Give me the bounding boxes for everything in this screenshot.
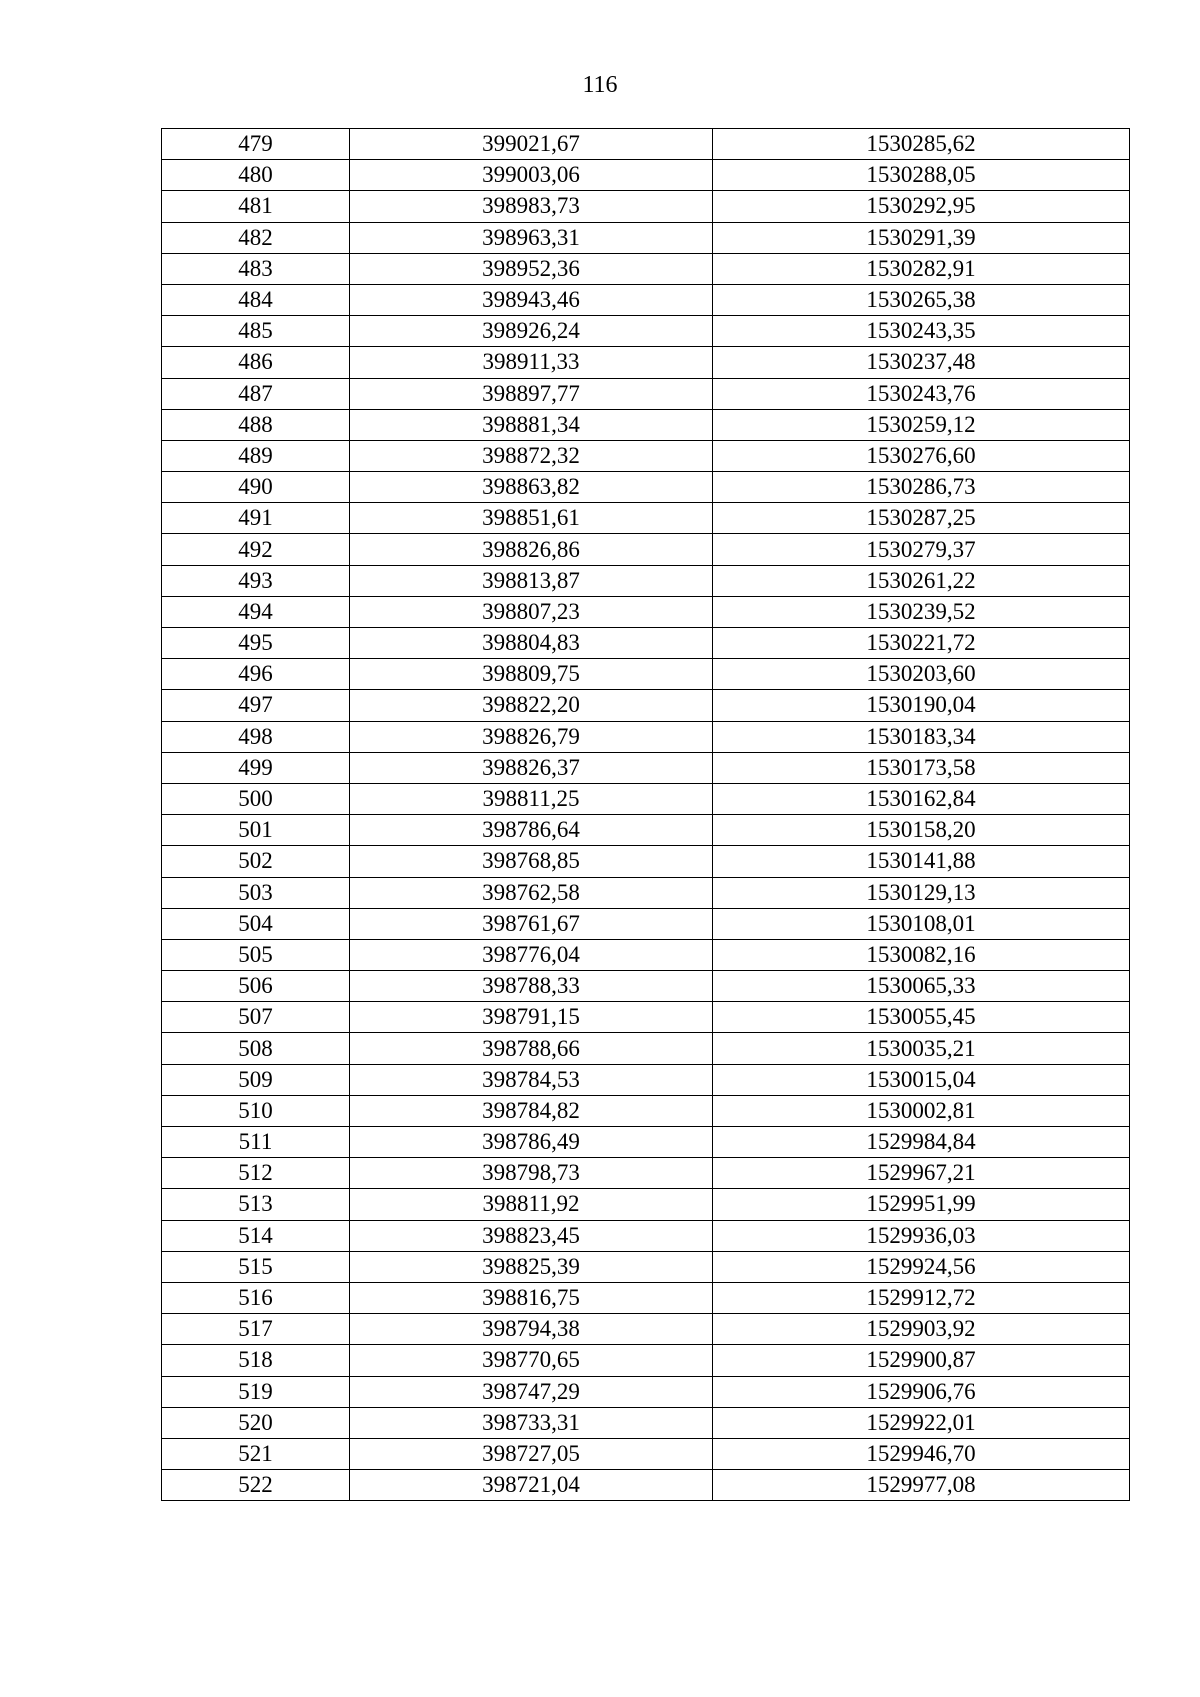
x-coordinate-cell: 398813,87 [350, 565, 713, 596]
point-number-cell: 514 [162, 1220, 350, 1251]
y-coordinate-cell: 1530002,81 [713, 1095, 1130, 1126]
table-row [162, 1095, 1130, 1126]
x-coordinate-cell: 398872,32 [350, 440, 713, 471]
point-number-cell: 495 [162, 628, 350, 659]
point-number-cell: 502 [162, 846, 350, 877]
point-number-cell: 500 [162, 783, 350, 814]
point-number-cell: 491 [162, 503, 350, 534]
table-row [162, 565, 1130, 596]
x-coordinate-cell: 398794,38 [350, 1314, 713, 1345]
table-row [162, 1314, 1130, 1345]
x-coordinate-cell: 398788,33 [350, 971, 713, 1002]
table-row [162, 1064, 1130, 1095]
table-row [162, 1438, 1130, 1469]
y-coordinate-cell: 1530055,45 [713, 1002, 1130, 1033]
x-coordinate-cell: 398788,66 [350, 1033, 713, 1064]
y-coordinate-cell: 1529922,01 [713, 1407, 1130, 1438]
table-row [162, 628, 1130, 659]
table-row [162, 534, 1130, 565]
coordinates-table [161, 128, 1130, 1501]
y-coordinate-cell: 1530158,20 [713, 815, 1130, 846]
x-coordinate-cell: 398770,65 [350, 1345, 713, 1376]
y-coordinate-cell: 1530173,58 [713, 752, 1130, 783]
point-number-cell: 487 [162, 378, 350, 409]
point-number-cell: 488 [162, 409, 350, 440]
table-row [162, 1220, 1130, 1251]
point-number-cell: 505 [162, 939, 350, 970]
x-coordinate-cell: 398963,31 [350, 222, 713, 253]
table-row [162, 284, 1130, 315]
x-coordinate-cell: 398786,49 [350, 1127, 713, 1158]
y-coordinate-cell: 1529977,08 [713, 1470, 1130, 1501]
y-coordinate-cell: 1530282,91 [713, 253, 1130, 284]
table-row [162, 721, 1130, 752]
y-coordinate-cell: 1530261,22 [713, 565, 1130, 596]
x-coordinate-cell: 398826,37 [350, 752, 713, 783]
y-coordinate-cell: 1529906,76 [713, 1376, 1130, 1407]
table-row [162, 1033, 1130, 1064]
x-coordinate-cell: 398807,23 [350, 596, 713, 627]
point-number-cell: 519 [162, 1376, 350, 1407]
y-coordinate-cell: 1529946,70 [713, 1438, 1130, 1469]
x-coordinate-cell: 398804,83 [350, 628, 713, 659]
table-row [162, 783, 1130, 814]
point-number-cell: 512 [162, 1158, 350, 1189]
x-coordinate-cell: 398943,46 [350, 284, 713, 315]
x-coordinate-cell: 398952,36 [350, 253, 713, 284]
point-number-cell: 515 [162, 1251, 350, 1282]
table-row [162, 908, 1130, 939]
x-coordinate-cell: 398816,75 [350, 1282, 713, 1313]
x-coordinate-cell: 398762,58 [350, 877, 713, 908]
y-coordinate-cell: 1530129,13 [713, 877, 1130, 908]
table-row [162, 1251, 1130, 1282]
y-coordinate-cell: 1530286,73 [713, 472, 1130, 503]
y-coordinate-cell: 1530221,72 [713, 628, 1130, 659]
table-row [162, 409, 1130, 440]
x-coordinate-cell: 398761,67 [350, 908, 713, 939]
y-coordinate-cell: 1529984,84 [713, 1127, 1130, 1158]
coordinates-table-body [162, 129, 1130, 1501]
table-row [162, 971, 1130, 1002]
point-number-cell: 483 [162, 253, 350, 284]
table-row [162, 1407, 1130, 1438]
table-row [162, 129, 1130, 160]
point-number-cell: 510 [162, 1095, 350, 1126]
x-coordinate-cell: 399003,06 [350, 160, 713, 191]
table-row [162, 596, 1130, 627]
point-number-cell: 481 [162, 191, 350, 222]
y-coordinate-cell: 1530279,37 [713, 534, 1130, 565]
y-coordinate-cell: 1530082,16 [713, 939, 1130, 970]
y-coordinate-cell: 1529924,56 [713, 1251, 1130, 1282]
table-row [162, 316, 1130, 347]
x-coordinate-cell: 398784,53 [350, 1064, 713, 1095]
table-row [162, 690, 1130, 721]
point-number-cell: 504 [162, 908, 350, 939]
point-number-cell: 498 [162, 721, 350, 752]
table-row [162, 1345, 1130, 1376]
y-coordinate-cell: 1530243,76 [713, 378, 1130, 409]
y-coordinate-cell: 1530285,62 [713, 129, 1130, 160]
y-coordinate-cell: 1530276,60 [713, 440, 1130, 471]
point-number-cell: 506 [162, 971, 350, 1002]
table-row [162, 1127, 1130, 1158]
page-number: 116 [582, 72, 618, 98]
point-number-cell: 509 [162, 1064, 350, 1095]
x-coordinate-cell: 398983,73 [350, 191, 713, 222]
x-coordinate-cell: 398897,77 [350, 378, 713, 409]
x-coordinate-cell: 398733,31 [350, 1407, 713, 1438]
point-number-cell: 507 [162, 1002, 350, 1033]
x-coordinate-cell: 398776,04 [350, 939, 713, 970]
x-coordinate-cell: 398851,61 [350, 503, 713, 534]
point-number-cell: 501 [162, 815, 350, 846]
x-coordinate-cell: 398822,20 [350, 690, 713, 721]
point-number-cell: 522 [162, 1470, 350, 1501]
table-row [162, 752, 1130, 783]
y-coordinate-cell: 1530239,52 [713, 596, 1130, 627]
y-coordinate-cell: 1530203,60 [713, 659, 1130, 690]
point-number-cell: 486 [162, 347, 350, 378]
y-coordinate-cell: 1530183,34 [713, 721, 1130, 752]
point-number-cell: 479 [162, 129, 350, 160]
x-coordinate-cell: 399021,67 [350, 129, 713, 160]
y-coordinate-cell: 1530108,01 [713, 908, 1130, 939]
y-coordinate-cell: 1529936,03 [713, 1220, 1130, 1251]
point-number-cell: 511 [162, 1127, 350, 1158]
table-row [162, 1376, 1130, 1407]
point-number-cell: 492 [162, 534, 350, 565]
table-row [162, 222, 1130, 253]
x-coordinate-cell: 398863,82 [350, 472, 713, 503]
y-coordinate-cell: 1530287,25 [713, 503, 1130, 534]
point-number-cell: 503 [162, 877, 350, 908]
x-coordinate-cell: 398881,34 [350, 409, 713, 440]
point-number-cell: 496 [162, 659, 350, 690]
x-coordinate-cell: 398791,15 [350, 1002, 713, 1033]
table-row [162, 659, 1130, 690]
x-coordinate-cell: 398721,04 [350, 1470, 713, 1501]
x-coordinate-cell: 398786,64 [350, 815, 713, 846]
point-number-cell: 497 [162, 690, 350, 721]
table-row [162, 472, 1130, 503]
y-coordinate-cell: 1530141,88 [713, 846, 1130, 877]
table-row [162, 160, 1130, 191]
x-coordinate-cell: 398826,79 [350, 721, 713, 752]
y-coordinate-cell: 1530243,35 [713, 316, 1130, 347]
table-row [162, 503, 1130, 534]
table-row [162, 347, 1130, 378]
x-coordinate-cell: 398926,24 [350, 316, 713, 347]
point-number-cell: 508 [162, 1033, 350, 1064]
table-row [162, 877, 1130, 908]
y-coordinate-cell: 1530015,04 [713, 1064, 1130, 1095]
point-number-cell: 516 [162, 1282, 350, 1313]
y-coordinate-cell: 1530190,04 [713, 690, 1130, 721]
y-coordinate-cell: 1530162,84 [713, 783, 1130, 814]
x-coordinate-cell: 398768,85 [350, 846, 713, 877]
point-number-cell: 520 [162, 1407, 350, 1438]
table-row [162, 440, 1130, 471]
x-coordinate-cell: 398826,86 [350, 534, 713, 565]
point-number-cell: 521 [162, 1438, 350, 1469]
x-coordinate-cell: 398811,25 [350, 783, 713, 814]
point-number-cell: 482 [162, 222, 350, 253]
y-coordinate-cell: 1529951,99 [713, 1189, 1130, 1220]
x-coordinate-cell: 398911,33 [350, 347, 713, 378]
x-coordinate-cell: 398727,05 [350, 1438, 713, 1469]
point-number-cell: 499 [162, 752, 350, 783]
table-row [162, 815, 1130, 846]
y-coordinate-cell: 1529903,92 [713, 1314, 1130, 1345]
point-number-cell: 513 [162, 1189, 350, 1220]
y-coordinate-cell: 1530292,95 [713, 191, 1130, 222]
y-coordinate-cell: 1530288,05 [713, 160, 1130, 191]
point-number-cell: 484 [162, 284, 350, 315]
point-number-cell: 490 [162, 472, 350, 503]
x-coordinate-cell: 398811,92 [350, 1189, 713, 1220]
y-coordinate-cell: 1530035,21 [713, 1033, 1130, 1064]
y-coordinate-cell: 1530065,33 [713, 971, 1130, 1002]
point-number-cell: 485 [162, 316, 350, 347]
table-row [162, 1002, 1130, 1033]
point-number-cell: 480 [162, 160, 350, 191]
point-number-cell: 494 [162, 596, 350, 627]
y-coordinate-cell: 1530259,12 [713, 409, 1130, 440]
x-coordinate-cell: 398823,45 [350, 1220, 713, 1251]
y-coordinate-cell: 1529900,87 [713, 1345, 1130, 1376]
table-row [162, 1282, 1130, 1313]
table-row [162, 1189, 1130, 1220]
y-coordinate-cell: 1529967,21 [713, 1158, 1130, 1189]
table-row [162, 1158, 1130, 1189]
table-row [162, 378, 1130, 409]
x-coordinate-cell: 398825,39 [350, 1251, 713, 1282]
y-coordinate-cell: 1530237,48 [713, 347, 1130, 378]
x-coordinate-cell: 398784,82 [350, 1095, 713, 1126]
table-row [162, 1470, 1130, 1501]
table-row [162, 253, 1130, 284]
point-number-cell: 517 [162, 1314, 350, 1345]
point-number-cell: 518 [162, 1345, 350, 1376]
y-coordinate-cell: 1529912,72 [713, 1282, 1130, 1313]
x-coordinate-cell: 398798,73 [350, 1158, 713, 1189]
point-number-cell: 489 [162, 440, 350, 471]
table-row [162, 939, 1130, 970]
table-row [162, 191, 1130, 222]
y-coordinate-cell: 1530291,39 [713, 222, 1130, 253]
x-coordinate-cell: 398809,75 [350, 659, 713, 690]
table-row [162, 846, 1130, 877]
x-coordinate-cell: 398747,29 [350, 1376, 713, 1407]
y-coordinate-cell: 1530265,38 [713, 284, 1130, 315]
point-number-cell: 493 [162, 565, 350, 596]
